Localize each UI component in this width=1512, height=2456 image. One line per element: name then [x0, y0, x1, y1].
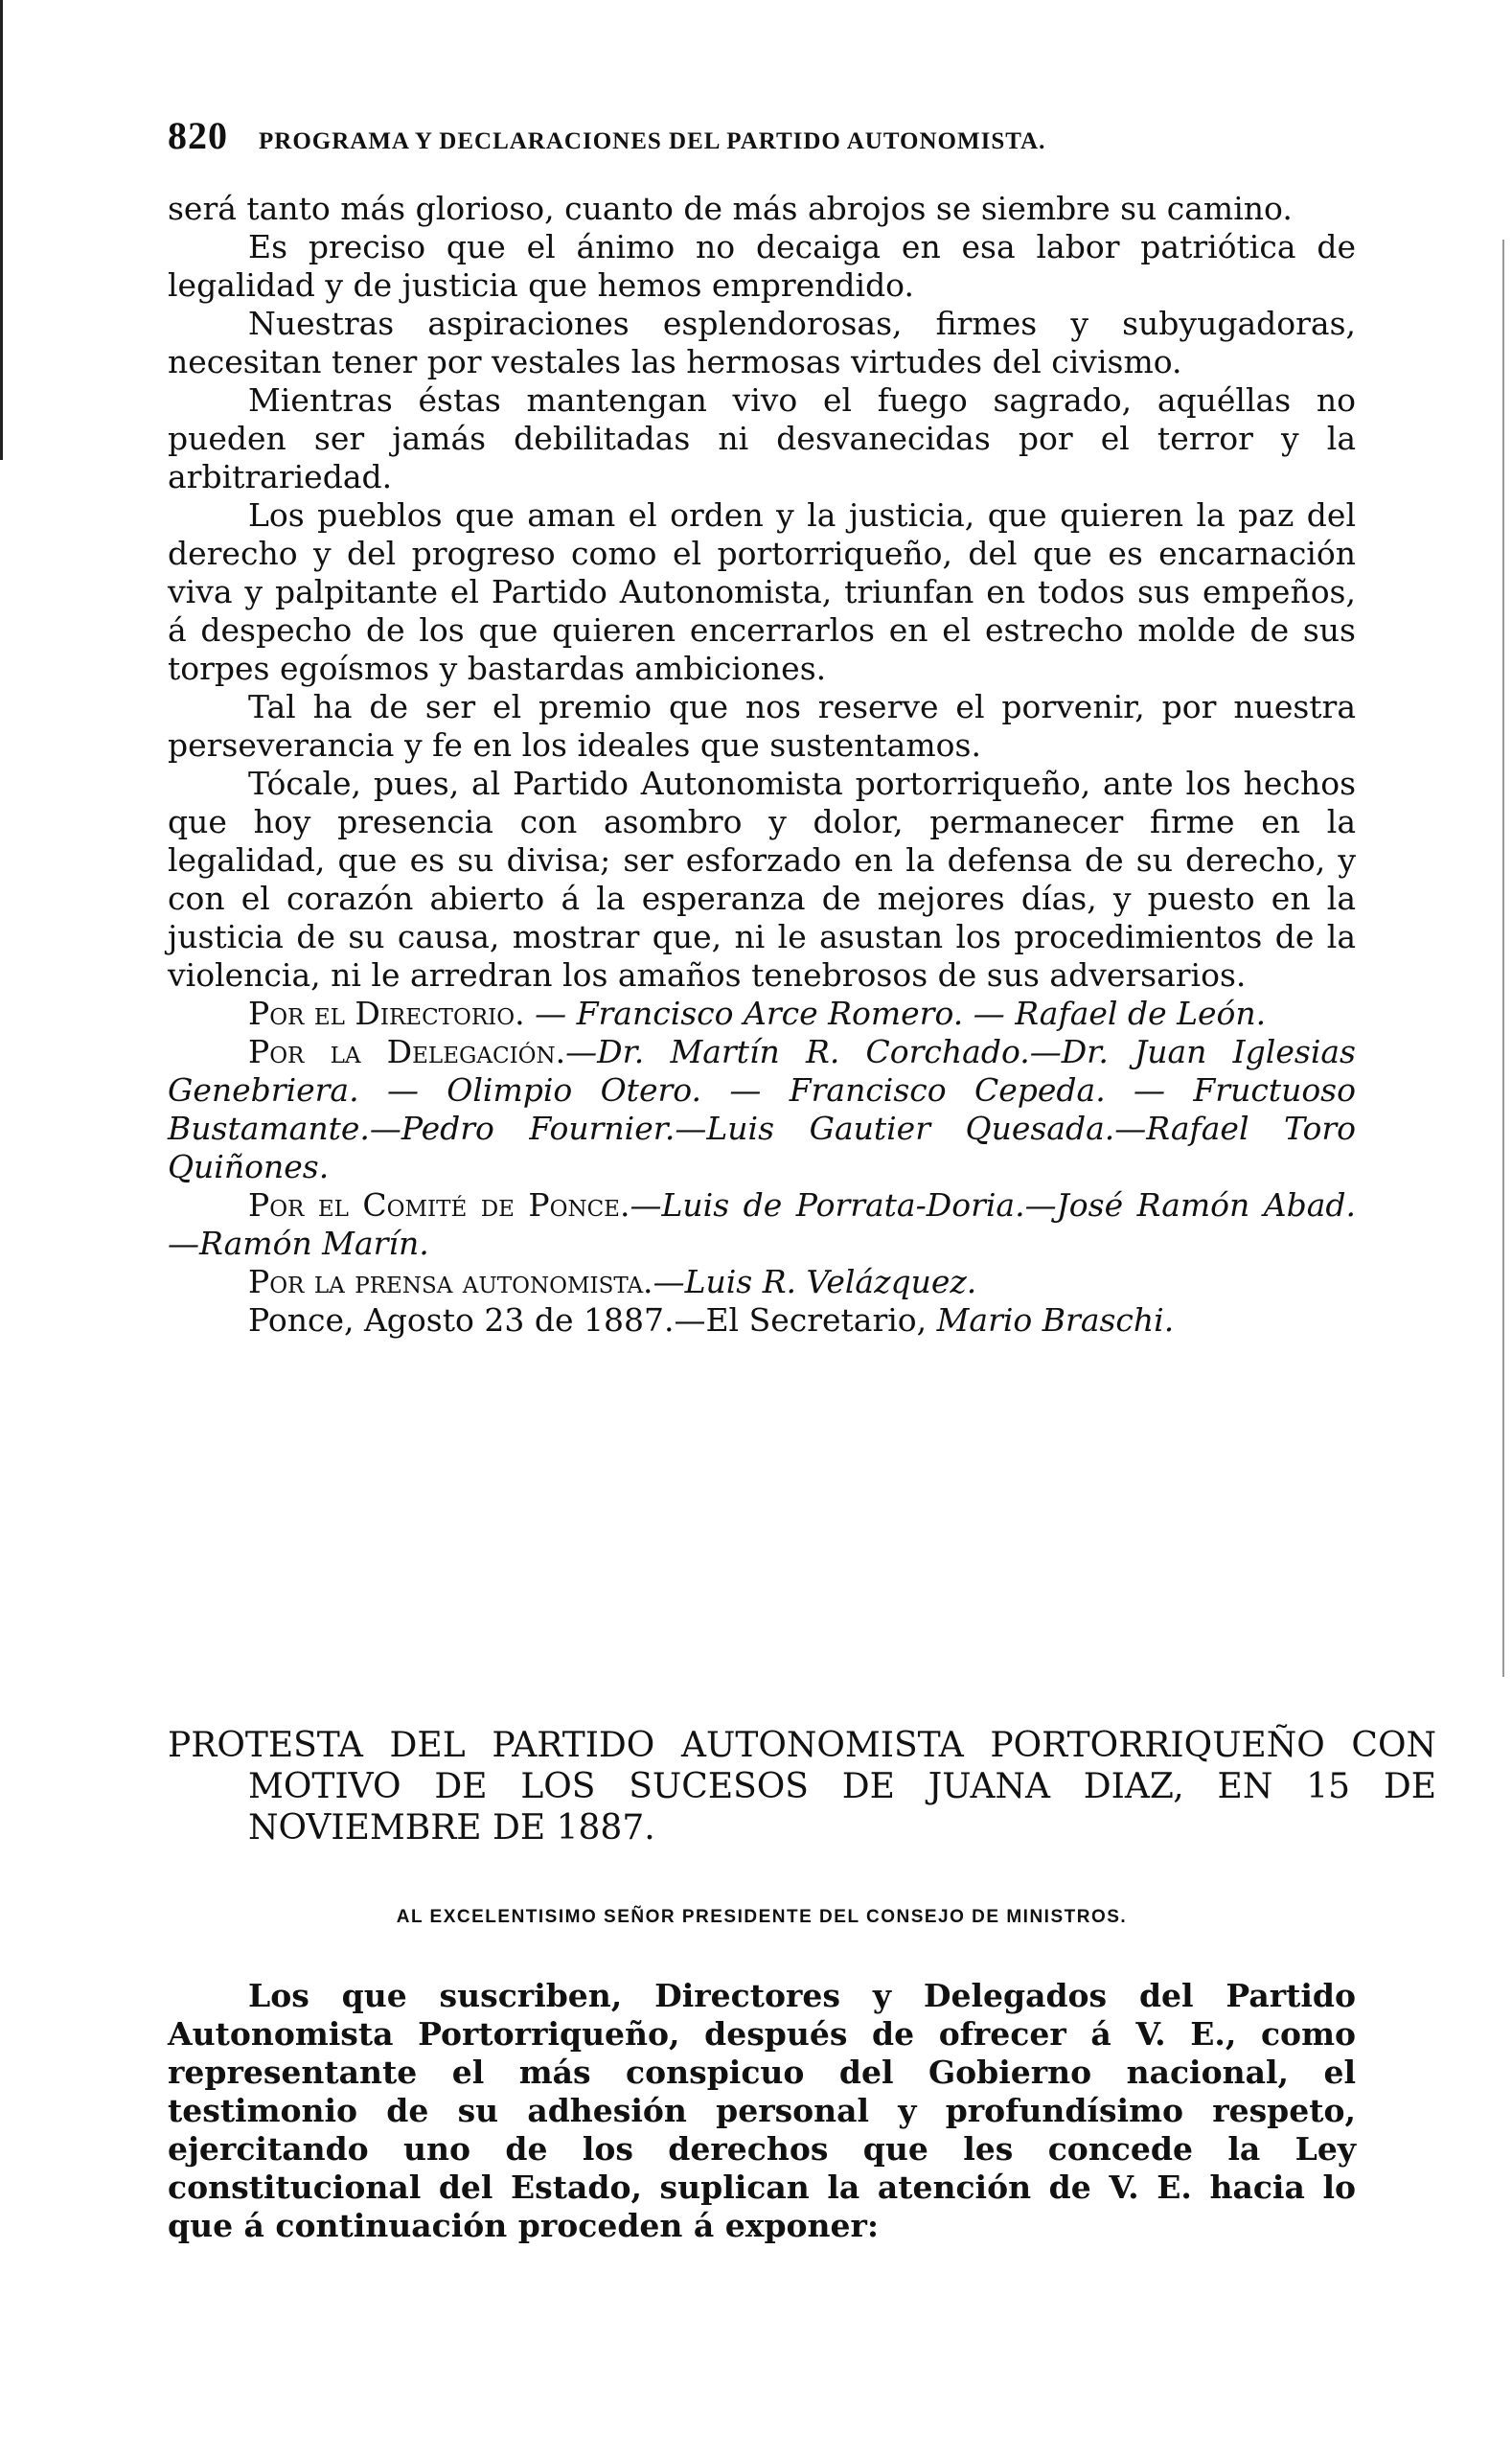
signature-label: Por el Directorio. — [248, 995, 525, 1032]
paragraph: Tal ha de ser el premio que nos reserve el porvenir, por nuestra perseverancia y fe en los ideales que sustentamos. — [168, 688, 1356, 764]
signature-label: Por la Delegación. — [248, 1033, 566, 1070]
page-number: 820 — [168, 114, 228, 157]
signature-names: — Francisco Arce Romero. — Rafael de León. — [535, 995, 1267, 1032]
signature-names: —Luis R. Velázquez. — [653, 1263, 977, 1300]
signature-label: Por la prensa autonomista. — [248, 1263, 653, 1300]
closing-line — [168, 1301, 1356, 1340]
signature-line — [168, 995, 1356, 1033]
place-date: Ponce, Agosto 23 de 1887.—El Secretario, — [248, 1301, 928, 1339]
signature-label: Por el Comité de Ponce. — [248, 1186, 630, 1224]
page-edge-left — [0, 0, 3, 460]
running-header — [168, 113, 1365, 171]
signature-line — [168, 1186, 1356, 1263]
signature-line — [168, 1263, 1356, 1301]
addressee-line: AL EXCELENTISIMO SEÑOR PRESIDENTE DEL CONSEJO DE MINISTROS. — [396, 1907, 1128, 1927]
paragraph: será tanto más glorioso, cuanto de más abrojos se siembre su camino. — [168, 190, 1293, 227]
signature-line — [168, 1033, 1356, 1186]
paragraph: Nuestras aspiraciones esplendorosas, firmes y subyugadoras, necesitan tener por vestales las hermosas virtudes del civismo. — [168, 305, 1356, 380]
secretary-name: Mario Braschi. — [936, 1301, 1175, 1339]
paragraph: Mientras éstas mantengan vivo el fuego sagrado, aquéllas no pueden ser jamás debilitadas ni desvanecidas por el terror y la arbitrariedad. — [168, 381, 1356, 495]
main-text — [168, 190, 1356, 1340]
protest-heading: PROTESTA DEL PARTIDO AUTONOMISTA PORTORRIQUEÑO CON MOTIVO DE LOS SUCESOS DE JUANA DIAZ, EN 15 DE NOVIEMBRE DE 1887. — [168, 1726, 1436, 1848]
paragraph: Tócale, pues, al Partido Autonomista portorriqueño, ante los hechos que hoy presencia con asombro y dolor, permanecer firme en la legalidad, que es su divisa; ser esforzado en la defensa de su derecho, y con el corazón abierto á la esperanza de mejores días, y puesto en la justicia de su causa, mostrar que, ni le asustan los procedimientos de la violencia, ni le arredran los amaños tenebrosos de sus adversarios. — [168, 765, 1356, 994]
paragraph: Los que suscriben, Directores y Delegados del Partido Autonomista Portorriqueño, después de ofrecer á V. E., como representante el más conspicuo del Gobierno nacional, el testimonio de su adhesión personal y profundísimo respeto, ejercitando uno de los derechos que les concede la Ley constitucional del Estado, suplican la atención de V. E. hacia lo que á continuación proceden á exponer: — [168, 1977, 1356, 2244]
page-edge-right — [1502, 240, 1504, 1677]
paragraph: Es preciso que el ánimo no decaiga en esa labor patriótica de legalidad y de justicia que hemos emprendido. — [168, 228, 1356, 304]
protest-text — [168, 1977, 1356, 2245]
signature-names: —Dr. Martín R. Corchado.—Dr. Juan Iglesias Genebriera. — Olimpio Otero. — Francisco Cepeda. — Fructuoso Bustamante.—Pedro Fournier.—Luis Gautier Quesada.—Rafael Toro Quiñones. — [168, 1033, 1356, 1185]
paragraph: Los pueblos que aman el orden y la justicia, que quieren la paz del derecho y del progreso como el portorriqueño, del que es encarnación viva y palpitante el Partido Autonomista, triunfan en todos sus empeños, á despecho de los que quieren encerrarlos en el estrecho molde de sus torpes egoísmos y bastardas ambiciones. — [168, 496, 1356, 687]
signature-names: —Luis de Porrata-Doria.—José Ramón Abad.—Ramón Marín. — [168, 1186, 1356, 1262]
running-title: PROGRAMA Y DECLARACIONES DEL PARTIDO AUTONOMISTA. — [259, 128, 1046, 154]
